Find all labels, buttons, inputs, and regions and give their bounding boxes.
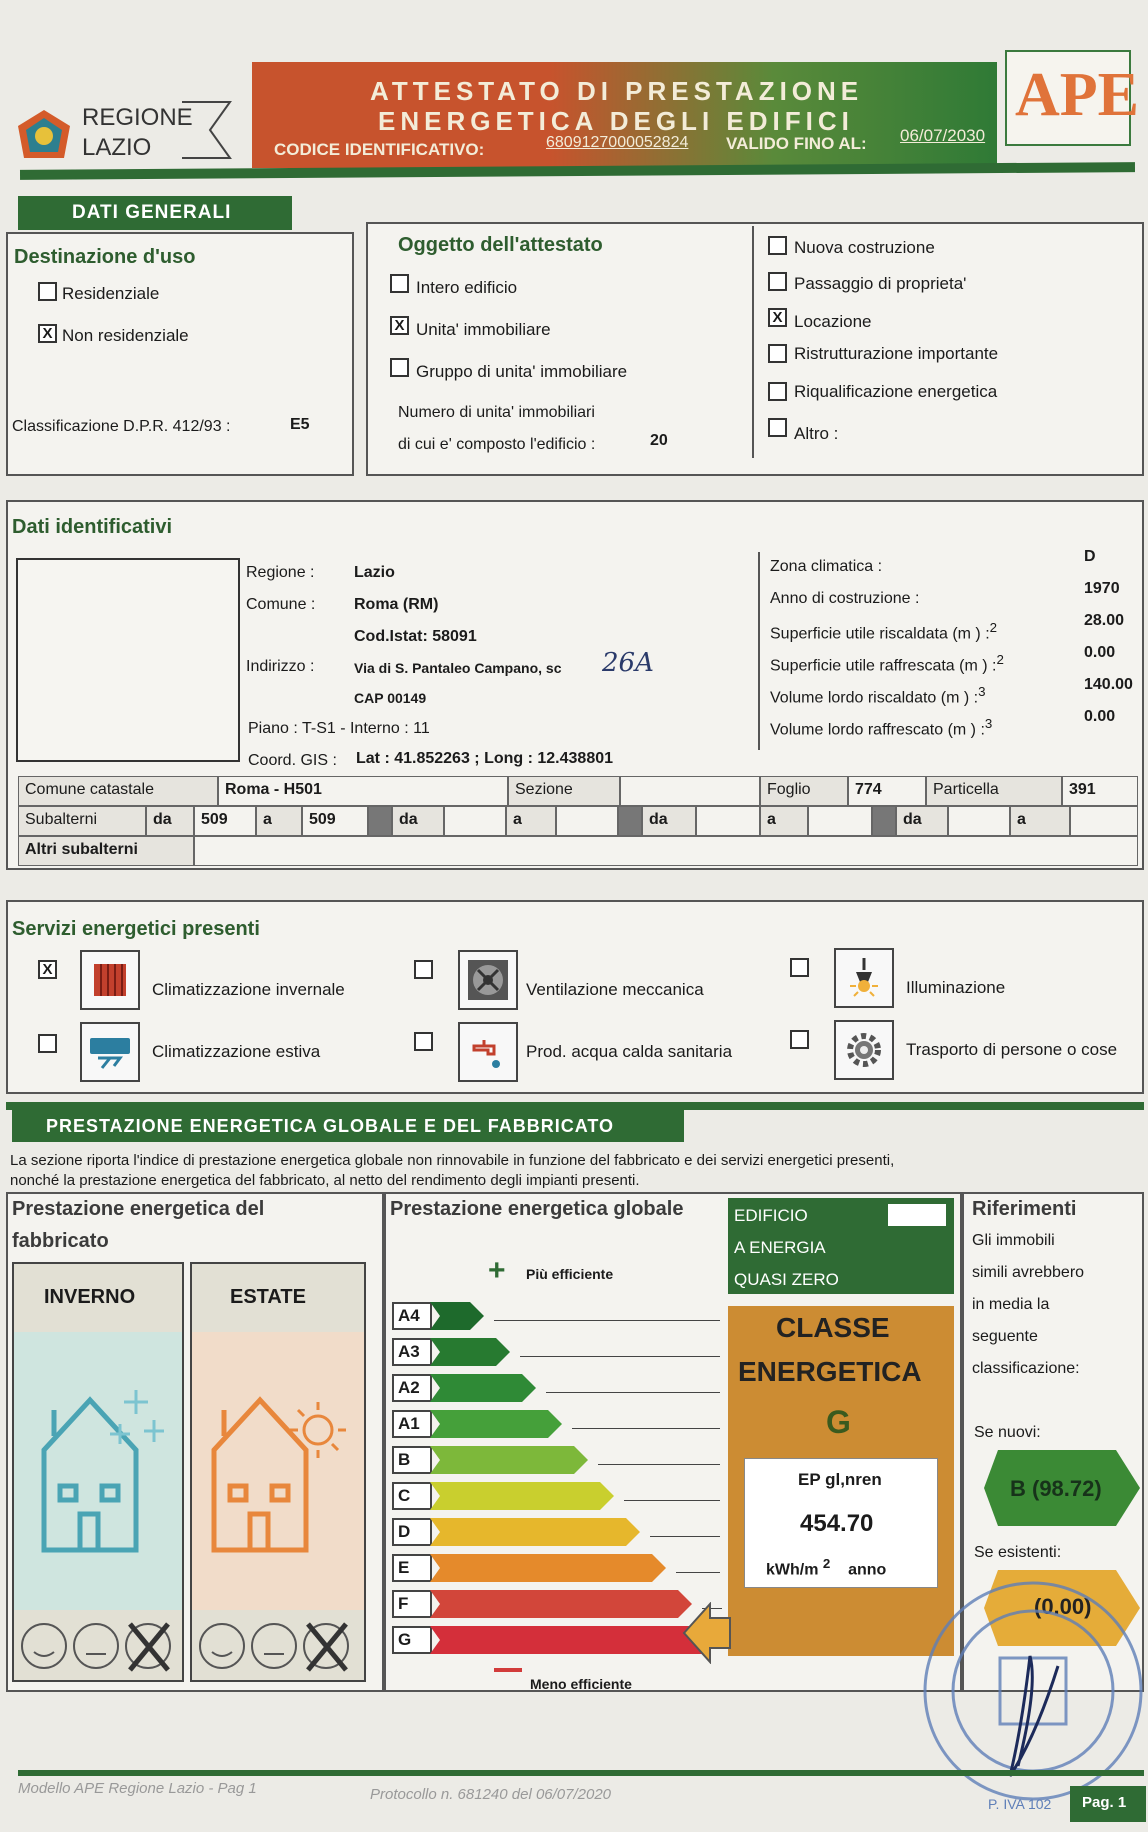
title-line-1: ATTESTATO DI PRESTAZIONE — [370, 76, 864, 106]
energy-class-label-a1: A1 — [392, 1410, 432, 1438]
non-residenziale-label: Non residenziale — [62, 326, 189, 345]
nzeb-line-3: QUASI ZERO — [734, 1270, 839, 1289]
ristrutturazione-checkbox[interactable] — [768, 344, 787, 363]
ep-unit — [766, 1556, 886, 1579]
classificazione-value: E5 — [290, 416, 310, 433]
footer-protocollo: Protocollo n. 681240 del 06/07/2020 — [370, 1786, 612, 1803]
comune-catastale-value: Roma - H501 — [218, 776, 508, 806]
ep-value: 454.70 — [800, 1510, 874, 1537]
dati-identificativi-title: Dati identificativi — [12, 516, 173, 538]
ep-unit-exp: 2 — [822, 1556, 831, 1571]
non-residenziale-checkbox[interactable]: X — [38, 324, 57, 343]
vol-raff-value: 0.00 — [1084, 708, 1116, 725]
classe-label-1: CLASSE — [776, 1312, 890, 1343]
particella-value: 391 — [1062, 776, 1138, 806]
estate-label: ESTATE — [230, 1286, 306, 1308]
servizio-ventilazione-checkbox[interactable] — [414, 960, 433, 979]
energy-class-line-a1 — [572, 1428, 720, 1429]
sun-icon — [290, 1402, 346, 1458]
comune-value: Roma (RM) — [354, 596, 439, 613]
code-value: 6809127000052824 — [546, 134, 689, 151]
anno-value: 1970 — [1084, 580, 1120, 597]
sub-sep-3 — [872, 806, 896, 836]
building-photo-placeholder — [16, 558, 240, 762]
sup-raff-exp: 2 — [996, 652, 1004, 667]
faucet-icon — [458, 1022, 518, 1082]
servizio-acqua-label: Prod. acqua calda sanitaria — [526, 1042, 733, 1061]
zona-value: D — [1084, 548, 1096, 565]
dati-generali-title: DATI GENERALI — [18, 196, 292, 230]
region-name-1: REGIONE — [82, 104, 193, 131]
energy-class-label-b: B — [392, 1446, 432, 1474]
altro-checkbox[interactable] — [768, 418, 787, 437]
sub-da-2-label: da — [392, 806, 444, 836]
stamp-iva: P. IVA 102 — [988, 1796, 1052, 1812]
destinazione-title: Destinazione d'uso — [14, 246, 196, 268]
sezione-label: Sezione — [508, 776, 620, 806]
energy-class-arrow-f — [430, 1590, 694, 1618]
sub-a-3-value — [808, 806, 872, 836]
nuovi-label: Se nuovi: — [974, 1424, 1041, 1441]
numero-label-1: Numero di unita' immobiliari — [398, 404, 595, 421]
ep-unit-anno: anno — [848, 1561, 887, 1579]
subalterni-label: Subalterni — [18, 806, 146, 836]
prestazione-intro-1: La sezione riporta l'indice di prestazione energetica globale non rinnovabile in funzione del fabbricato e dei servizi energetici presenti, — [10, 1152, 895, 1169]
zona-label: Zona climatica : — [770, 558, 883, 575]
globale-title: Prestazione energetica globale — [390, 1198, 684, 1220]
istat-value: Cod.Istat: 58091 — [354, 628, 477, 645]
sub-da-3-label: da — [642, 806, 696, 836]
regione-label: Regione : — [246, 564, 315, 581]
riqualificazione-label: Riqualificazione energetica — [794, 382, 998, 401]
sub-a-1-value: 509 — [302, 806, 368, 836]
sub-da-2-value — [444, 806, 506, 836]
unita-label: Unita' immobiliare — [416, 320, 551, 339]
particella-label: Particella — [926, 776, 1062, 806]
meno-efficiente-label: Meno efficiente — [530, 1676, 632, 1692]
estate-faces-icon — [196, 1616, 356, 1676]
radiator-icon — [80, 950, 140, 1010]
energy-class-line-b — [598, 1464, 720, 1465]
fan-icon — [458, 950, 518, 1010]
nuovi-value: B (98.72) — [1010, 1476, 1102, 1501]
riferimenti-text-4: seguente — [972, 1328, 1038, 1345]
passaggio-checkbox[interactable] — [768, 272, 787, 291]
piu-efficiente-label: Più efficiente — [526, 1266, 614, 1282]
energy-class-line-d — [650, 1536, 720, 1537]
foglio-value: 774 — [848, 776, 926, 806]
piano-value: Piano : T-S1 - Interno : 11 — [248, 720, 430, 737]
minus-icon — [494, 1668, 522, 1672]
energy-class-label-g: G — [392, 1626, 432, 1654]
sub-a-3-label: a — [760, 806, 808, 836]
intero-checkbox[interactable] — [390, 274, 409, 293]
energy-class-line-a3 — [520, 1356, 720, 1357]
vol-risc-exp: 3 — [978, 684, 986, 699]
footer-page: Pag. 1 — [1082, 1794, 1127, 1811]
cap-value: CAP 00149 — [354, 690, 427, 706]
energy-class-label-d: D — [392, 1518, 432, 1546]
energy-class-label-a2: A2 — [392, 1374, 432, 1402]
gruppo-checkbox[interactable] — [390, 358, 409, 377]
riferimenti-text-2: simili avrebbero — [972, 1264, 1085, 1281]
gear-icon — [834, 1020, 894, 1080]
snowflake-icon — [110, 1390, 164, 1444]
oggetto-title: Oggetto dell'attestato — [398, 234, 603, 256]
energy-class-arrow-d — [430, 1518, 642, 1546]
footer-rule — [18, 1770, 1144, 1776]
altri-subalterni-value — [194, 836, 1138, 866]
nuova-checkbox[interactable] — [768, 236, 787, 255]
intero-label: Intero edificio — [416, 278, 518, 297]
sup-raff-value: 0.00 — [1084, 644, 1116, 661]
sup-risc-exp: 2 — [989, 620, 998, 635]
vol-risc-label — [770, 684, 986, 707]
servizio-illuminazione-checkbox[interactable] — [790, 958, 809, 977]
sub-da-3-value — [696, 806, 760, 836]
ep-unit-text: kWh/m — [766, 1561, 819, 1579]
energy-class-arrow-a3 — [430, 1338, 512, 1366]
altri-subalterni-label: Altri subalterni — [18, 836, 194, 866]
locazione-label: Locazione — [794, 312, 872, 331]
passaggio-label: Passaggio di proprieta' — [794, 274, 967, 293]
sub-a-4-label: a — [1010, 806, 1070, 836]
regione-value: Lazio — [354, 564, 395, 581]
riferimenti-text-1: Gli immobili — [972, 1232, 1055, 1249]
altro-label: Altro : — [794, 424, 839, 443]
residenziale-label: Residenziale — [62, 284, 160, 303]
sub-a-1-label: a — [256, 806, 302, 836]
footer-modello: Modello APE Regione Lazio - Pag 1 — [18, 1780, 257, 1797]
residenziale-checkbox[interactable] — [38, 282, 57, 301]
oggetto-divider — [752, 226, 754, 458]
valid-label: VALIDO FINO AL: — [726, 134, 867, 153]
esistenti-value: (0.00) — [1034, 1594, 1092, 1619]
esistenti-label: Se esistenti: — [974, 1544, 1062, 1561]
coord-label: Coord. GIS : — [248, 752, 337, 769]
numero-label-2: di cui e' composto l'edificio : — [398, 436, 596, 453]
riferimenti-text-5: classificazione: — [972, 1360, 1080, 1377]
prestazione-rule — [6, 1102, 1144, 1110]
vol-raff-label — [770, 716, 992, 739]
classe-label-2: ENERGETICA — [738, 1356, 922, 1387]
indirizzo-value: Via di S. Pantaleo Campano, sc — [354, 660, 562, 676]
servizio-trasporto-checkbox[interactable] — [790, 1030, 809, 1049]
inverno-label: INVERNO — [44, 1286, 136, 1308]
gruppo-label: Gruppo di unita' immobiliare — [416, 362, 628, 381]
indirizzo-label: Indirizzo : — [246, 658, 315, 675]
sub-da-1-value: 509 — [194, 806, 256, 836]
region-bracket-icon — [180, 100, 250, 162]
sup-risc-text: Superficie utile riscaldata (m ) : — [770, 625, 990, 643]
sub-sep-1 — [368, 806, 392, 836]
sub-a-2-value — [556, 806, 618, 836]
ape-logo: APE — [1015, 61, 1139, 129]
title-line-2: ENERGETICA DEGLI EDIFICI — [378, 106, 854, 136]
servizio-trasporto-label: Trasporto di persone o cose — [906, 1040, 1118, 1059]
sup-raff-label — [770, 652, 1004, 675]
current-class-arrow-icon — [682, 1602, 732, 1664]
fabbricato-title-2: fabbricato — [12, 1230, 109, 1252]
energy-class-arrow-a4 — [430, 1302, 486, 1330]
vol-raff-text: Volume lordo raffrescato (m ) : — [770, 721, 985, 739]
riqualificazione-checkbox[interactable] — [768, 382, 787, 401]
energy-class-arrow-g — [430, 1626, 720, 1654]
classificazione-label: Classificazione D.P.R. 412/93 : — [12, 418, 231, 435]
dati-id-divider — [758, 552, 760, 750]
locazione-checkbox[interactable]: X — [768, 308, 787, 327]
vol-risc-text: Volume lordo riscaldato (m ) : — [770, 689, 979, 707]
regione-lazio-logo — [14, 108, 74, 166]
nuova-label: Nuova costruzione — [794, 238, 935, 257]
sub-da-4-label: da — [896, 806, 948, 836]
numero-value: 20 — [650, 432, 668, 449]
code-label: CODICE IDENTIFICATIVO: — [274, 140, 485, 159]
sup-risc-value: 28.00 — [1084, 612, 1125, 629]
nzeb-checkbox[interactable] — [888, 1204, 946, 1226]
comune-label: Comune : — [246, 596, 316, 613]
prestazione-intro-2: nonché la prestazione energetica del fabbricato, al netto del rendimento degli impianti presenti. — [10, 1172, 640, 1189]
vol-raff-exp: 3 — [984, 716, 993, 731]
vol-risc-value: 140.00 — [1084, 676, 1133, 693]
sup-risc-label — [770, 620, 997, 643]
servizio-ventilazione-label: Ventilazione meccanica — [526, 980, 704, 999]
servizio-invernale-checkbox[interactable]: X — [38, 960, 57, 979]
coord-value: Lat : 41.852263 ; Long : 12.438801 — [356, 750, 614, 767]
servizi-title: Servizi energetici presenti — [12, 918, 260, 940]
nzeb-line-2: A ENERGIA — [734, 1238, 826, 1257]
energy-class-label-f: F — [392, 1590, 432, 1618]
energy-class-line-e — [676, 1572, 720, 1573]
energy-class-arrow-b — [430, 1446, 590, 1474]
energy-class-arrow-e — [430, 1554, 668, 1582]
ep-label: EP gl,nren — [798, 1470, 882, 1489]
ristrutturazione-label: Ristrutturazione importante — [794, 344, 999, 363]
energy-class-label-c: C — [392, 1482, 432, 1510]
plus-icon: + — [488, 1254, 506, 1287]
energy-class-arrow-c — [430, 1482, 616, 1510]
region-name-2: LAZIO — [82, 134, 152, 161]
energy-class-line-a4 — [494, 1320, 720, 1321]
fabbricato-title-1: Prestazione energetica del — [12, 1198, 265, 1220]
foglio-label: Foglio — [760, 776, 848, 806]
energy-class-line-a2 — [546, 1392, 720, 1393]
sub-da-4-value — [948, 806, 1010, 836]
air-conditioner-icon — [80, 1022, 140, 1082]
servizio-estiva-label: Climatizzazione estiva — [152, 1042, 321, 1061]
servizio-invernale-label: Climatizzazione invernale — [152, 980, 345, 999]
energy-class-arrow-a1 — [430, 1410, 564, 1438]
energy-class-line-c — [624, 1500, 720, 1501]
nzeb-line-1: EDIFICIO — [734, 1206, 808, 1225]
sub-da-1-label: da — [146, 806, 194, 836]
sub-sep-2 — [618, 806, 642, 836]
riferimenti-text-3: in media la — [972, 1296, 1050, 1313]
summer-house-icon — [200, 1380, 350, 1560]
classe-value: G — [826, 1404, 851, 1440]
unita-checkbox[interactable]: X — [390, 316, 409, 335]
lamp-icon — [834, 948, 894, 1008]
energy-class-arrow-a2 — [430, 1374, 538, 1402]
winter-house-icon — [30, 1380, 170, 1560]
riferimenti-title: Riferimenti — [972, 1198, 1077, 1220]
servizio-estiva-checkbox[interactable] — [38, 1034, 57, 1053]
sup-raff-text: Superficie utile raffrescata (m ) : — [770, 657, 997, 675]
inverno-faces-icon — [18, 1616, 178, 1676]
handwritten-civic-number: 26A — [602, 648, 654, 678]
anno-label: Anno di costruzione : — [770, 590, 920, 607]
energy-class-label-a4: A4 — [392, 1302, 432, 1330]
sub-a-4-value — [1070, 806, 1138, 836]
comune-catastale-label: Comune catastale — [18, 776, 218, 806]
energy-class-label-e: E — [392, 1554, 432, 1582]
prestazione-title: PRESTAZIONE ENERGETICA GLOBALE E DEL FABBRICATO — [12, 1110, 684, 1142]
servizio-acqua-checkbox[interactable] — [414, 1032, 433, 1051]
servizio-illuminazione-label: Illuminazione — [906, 978, 1006, 997]
valid-value: 06/07/2030 — [900, 126, 986, 145]
energy-class-label-a3: A3 — [392, 1338, 432, 1366]
sub-a-2-label: a — [506, 806, 556, 836]
sezione-value — [620, 776, 760, 806]
